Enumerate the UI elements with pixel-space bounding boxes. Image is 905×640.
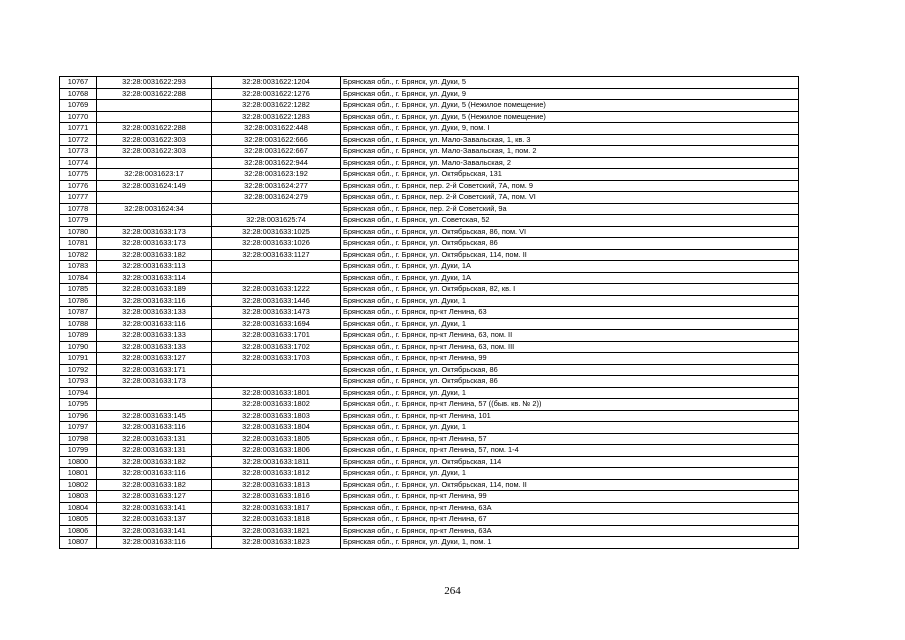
row-number-cell: 10780 <box>60 226 97 238</box>
address-cell: Брянская обл., г. Брянск, пр-кт Ленина, 57 <box>341 433 799 445</box>
address-cell: Брянская обл., г. Брянск, пр-кт Ленина, 63, пом. III <box>341 341 799 353</box>
object-cadastral-number-cell: 32:28:0031633:1812 <box>212 468 341 480</box>
land-plot-number-cell <box>97 387 212 399</box>
address-cell: Брянская обл., г. Брянск, ул. Дуки, 5 (Нежилое помещение) <box>341 100 799 112</box>
row-number-cell: 10773 <box>60 146 97 158</box>
land-plot-number-cell <box>97 215 212 227</box>
object-cadastral-number-cell: 32:28:0031633:1702 <box>212 341 341 353</box>
address-cell: Брянская обл., г. Брянск, ул. Дуки, 1 <box>341 318 799 330</box>
object-cadastral-number-cell: 32:28:0031633:1817 <box>212 502 341 514</box>
row-number-cell: 10802 <box>60 479 97 491</box>
object-cadastral-number-cell: 32:28:0031622:667 <box>212 146 341 158</box>
object-cadastral-number-cell: 32:28:0031633:1694 <box>212 318 341 330</box>
table-row <box>60 491 799 503</box>
table-row <box>60 215 799 227</box>
address-cell: Брянская обл., г. Брянск, пер. 2-й Советский, 7А, пом. 9 <box>341 180 799 192</box>
land-plot-number-cell: 32:28:0031633:116 <box>97 318 212 330</box>
address-cell: Брянская обл., г. Брянск, пер. 2-й Советский, 7А, пом. VI <box>341 192 799 204</box>
table-row <box>60 180 799 192</box>
row-number-cell: 10786 <box>60 295 97 307</box>
object-cadastral-number-cell: 32:28:0031633:1701 <box>212 330 341 342</box>
land-plot-number-cell: 32:28:0031633:145 <box>97 410 212 422</box>
object-cadastral-number-cell: 32:28:0031633:1821 <box>212 525 341 537</box>
table-row <box>60 284 799 296</box>
row-number-cell: 10794 <box>60 387 97 399</box>
address-cell: Брянская обл., г. Брянск, пр-кт Ленина, 57, пом. 1-4 <box>341 445 799 457</box>
land-plot-number-cell: 32:28:0031633:116 <box>97 422 212 434</box>
object-cadastral-number-cell: 32:28:0031624:277 <box>212 180 341 192</box>
row-number-cell: 10792 <box>60 364 97 376</box>
object-cadastral-number-cell: 32:28:0031622:448 <box>212 123 341 135</box>
land-plot-number-cell: 32:28:0031633:116 <box>97 468 212 480</box>
address-cell: Брянская обл., г. Брянск, пр-кт Ленина, 101 <box>341 410 799 422</box>
table-row <box>60 433 799 445</box>
table-row <box>60 261 799 273</box>
address-cell: Брянская обл., г. Брянск, ул. Мало-Завальская, 1, кв. 3 <box>341 134 799 146</box>
object-cadastral-number-cell: 32:28:0031633:1823 <box>212 537 341 549</box>
object-cadastral-number-cell <box>212 272 341 284</box>
address-cell: Брянская обл., г. Брянск, ул. Мало-Завальская, 2 <box>341 157 799 169</box>
table-row <box>60 468 799 480</box>
land-plot-number-cell: 32:28:0031633:131 <box>97 433 212 445</box>
address-cell: Брянская обл., г. Брянск, пр-кт Ленина, 63А <box>341 502 799 514</box>
land-plot-number-cell: 32:28:0031633:173 <box>97 238 212 250</box>
row-number-cell: 10781 <box>60 238 97 250</box>
row-number-cell: 10789 <box>60 330 97 342</box>
land-plot-number-cell: 32:28:0031633:137 <box>97 514 212 526</box>
row-number-cell: 10803 <box>60 491 97 503</box>
address-cell: Брянская обл., г. Брянск, пр-кт Ленина, 63А <box>341 525 799 537</box>
object-cadastral-number-cell: 32:28:0031633:1813 <box>212 479 341 491</box>
table-row <box>60 330 799 342</box>
land-plot-number-cell: 32:28:0031633:173 <box>97 376 212 388</box>
object-cadastral-number-cell: 32:28:0031633:1816 <box>212 491 341 503</box>
object-cadastral-number-cell: 32:28:0031633:1473 <box>212 307 341 319</box>
land-plot-number-cell: 32:28:0031633:141 <box>97 525 212 537</box>
address-cell: Брянская обл., г. Брянск, ул. Дуки, 1А <box>341 272 799 284</box>
object-cadastral-number-cell: 32:28:0031622:1282 <box>212 100 341 112</box>
land-plot-number-cell: 32:28:0031622:288 <box>97 123 212 135</box>
table-row <box>60 376 799 388</box>
address-cell: Брянская обл., г. Брянск, ул. Октябрьская, 86 <box>341 364 799 376</box>
address-cell: Брянская обл., г. Брянск, ул. Дуки, 1А <box>341 261 799 273</box>
row-number-cell: 10799 <box>60 445 97 457</box>
table-row <box>60 341 799 353</box>
table-row <box>60 399 799 411</box>
row-number-cell: 10788 <box>60 318 97 330</box>
table-row <box>60 445 799 457</box>
row-number-cell: 10775 <box>60 169 97 181</box>
address-cell: Брянская обл., г. Брянск, ул. Дуки, 1 <box>341 295 799 307</box>
row-number-cell: 10807 <box>60 537 97 549</box>
object-cadastral-number-cell: 32:28:0031633:1818 <box>212 514 341 526</box>
land-plot-number-cell: 32:28:0031633:114 <box>97 272 212 284</box>
land-plot-number-cell: 32:28:0031624:34 <box>97 203 212 215</box>
object-cadastral-number-cell: 32:28:0031633:1802 <box>212 399 341 411</box>
registry-table-body <box>60 77 799 549</box>
land-plot-number-cell: 32:28:0031633:133 <box>97 307 212 319</box>
table-row <box>60 249 799 261</box>
address-cell: Брянская обл., г. Брянск, ул. Октябрьская, 82, кв. I <box>341 284 799 296</box>
row-number-cell: 10804 <box>60 502 97 514</box>
row-number-cell: 10774 <box>60 157 97 169</box>
address-cell: Брянская обл., г. Брянск, ул. Октябрьская, 114 <box>341 456 799 468</box>
table-row <box>60 353 799 365</box>
land-plot-number-cell: 32:28:0031633:182 <box>97 456 212 468</box>
page-number: 264 <box>444 585 461 597</box>
row-number-cell: 10805 <box>60 514 97 526</box>
land-plot-number-cell <box>97 399 212 411</box>
row-number-cell: 10796 <box>60 410 97 422</box>
row-number-cell: 10770 <box>60 111 97 123</box>
row-number-cell: 10797 <box>60 422 97 434</box>
land-plot-number-cell: 32:28:0031623:17 <box>97 169 212 181</box>
row-number-cell: 10769 <box>60 100 97 112</box>
object-cadastral-number-cell <box>212 261 341 273</box>
row-number-cell: 10795 <box>60 399 97 411</box>
address-cell: Брянская обл., г. Брянск, ул. Дуки, 1 <box>341 422 799 434</box>
row-number-cell: 10778 <box>60 203 97 215</box>
object-cadastral-number-cell: 32:28:0031633:1806 <box>212 445 341 457</box>
address-cell: Брянская обл., г. Брянск, ул. Октябрьская, 86, пом. VI <box>341 226 799 238</box>
row-number-cell: 10777 <box>60 192 97 204</box>
object-cadastral-number-cell: 32:28:0031633:1811 <box>212 456 341 468</box>
table-row <box>60 410 799 422</box>
land-plot-number-cell: 32:28:0031622:288 <box>97 88 212 100</box>
row-number-cell: 10806 <box>60 525 97 537</box>
row-number-cell: 10772 <box>60 134 97 146</box>
address-cell: Брянская обл., г. Брянск, ул. Дуки, 1, пом. 1 <box>341 537 799 549</box>
address-cell: Брянская обл., г. Брянск, ул. Дуки, 5 (Нежилое помещение) <box>341 111 799 123</box>
table-row <box>60 272 799 284</box>
object-cadastral-number-cell: 32:28:0031633:1025 <box>212 226 341 238</box>
row-number-cell: 10782 <box>60 249 97 261</box>
row-number-cell: 10793 <box>60 376 97 388</box>
object-cadastral-number-cell: 32:28:0031622:1204 <box>212 77 341 89</box>
row-number-cell: 10768 <box>60 88 97 100</box>
table-row <box>60 456 799 468</box>
address-cell: Брянская обл., г. Брянск, пр-кт Ленина, 99 <box>341 491 799 503</box>
table-row <box>60 364 799 376</box>
table-row <box>60 422 799 434</box>
object-cadastral-number-cell: 32:28:0031622:1276 <box>212 88 341 100</box>
table-row <box>60 77 799 89</box>
land-plot-number-cell: 32:28:0031633:133 <box>97 330 212 342</box>
address-cell: Брянская обл., г. Брянск, пр-кт Ленина, 67 <box>341 514 799 526</box>
object-cadastral-number-cell: 32:28:0031622:944 <box>212 157 341 169</box>
object-cadastral-number-cell: 32:28:0031633:1801 <box>212 387 341 399</box>
object-cadastral-number-cell: 32:28:0031633:1026 <box>212 238 341 250</box>
table-row <box>60 157 799 169</box>
address-cell: Брянская обл., г. Брянск, ул. Октябрьская, 86 <box>341 238 799 250</box>
land-plot-number-cell: 32:28:0031633:127 <box>97 353 212 365</box>
address-cell: Брянская обл., г. Брянск, ул. Мало-Завальская, 1, пом. 2 <box>341 146 799 158</box>
address-cell: Брянская обл., г. Брянск, пр-кт Ленина, 99 <box>341 353 799 365</box>
address-cell: Брянская обл., г. Брянск, ул. Советская, 52 <box>341 215 799 227</box>
address-cell: Брянская обл., г. Брянск, ул. Октябрьская, 131 <box>341 169 799 181</box>
row-number-cell: 10785 <box>60 284 97 296</box>
table-row <box>60 537 799 549</box>
row-number-cell: 10784 <box>60 272 97 284</box>
address-cell: Брянская обл., г. Брянск, ул. Дуки, 9, пом. I <box>341 123 799 135</box>
object-cadastral-number-cell <box>212 364 341 376</box>
object-cadastral-number-cell: 32:28:0031625:74 <box>212 215 341 227</box>
address-cell: Брянская обл., г. Брянск, пр-кт Ленина, 57 ((быв. кв. № 2)) <box>341 399 799 411</box>
land-plot-number-cell <box>97 111 212 123</box>
table-row <box>60 146 799 158</box>
address-cell: Брянская обл., г. Брянск, пр-кт Ленина, 63 <box>341 307 799 319</box>
row-number-cell: 10801 <box>60 468 97 480</box>
row-number-cell: 10767 <box>60 77 97 89</box>
table-row <box>60 479 799 491</box>
table-row <box>60 318 799 330</box>
object-cadastral-number-cell: 32:28:0031633:1127 <box>212 249 341 261</box>
table-row <box>60 295 799 307</box>
row-number-cell: 10776 <box>60 180 97 192</box>
object-cadastral-number-cell: 32:28:0031622:666 <box>212 134 341 146</box>
row-number-cell: 10779 <box>60 215 97 227</box>
land-plot-number-cell <box>97 100 212 112</box>
land-plot-number-cell <box>97 192 212 204</box>
table-row <box>60 111 799 123</box>
land-plot-number-cell: 32:28:0031633:116 <box>97 537 212 549</box>
land-plot-number-cell: 32:28:0031633:127 <box>97 491 212 503</box>
table-row <box>60 100 799 112</box>
land-plot-number-cell: 32:28:0031633:182 <box>97 479 212 491</box>
land-plot-number-cell: 32:28:0031633:189 <box>97 284 212 296</box>
address-cell: Брянская обл., г. Брянск, ул. Дуки, 1 <box>341 468 799 480</box>
table-row <box>60 203 799 215</box>
land-plot-number-cell: 32:28:0031633:133 <box>97 341 212 353</box>
object-cadastral-number-cell: 32:28:0031623:192 <box>212 169 341 181</box>
object-cadastral-number-cell: 32:28:0031622:1283 <box>212 111 341 123</box>
registry-table <box>59 76 799 549</box>
land-plot-number-cell: 32:28:0031633:173 <box>97 226 212 238</box>
land-plot-number-cell: 32:28:0031633:116 <box>97 295 212 307</box>
land-plot-number-cell: 32:28:0031622:303 <box>97 146 212 158</box>
object-cadastral-number-cell: 32:28:0031633:1805 <box>212 433 341 445</box>
land-plot-number-cell: 32:28:0031622:293 <box>97 77 212 89</box>
land-plot-number-cell: 32:28:0031633:131 <box>97 445 212 457</box>
address-cell: Брянская обл., г. Брянск, пер. 2-й Советский, 9а <box>341 203 799 215</box>
table-row <box>60 169 799 181</box>
table-row <box>60 88 799 100</box>
row-number-cell: 10800 <box>60 456 97 468</box>
object-cadastral-number-cell: 32:28:0031633:1703 <box>212 353 341 365</box>
address-cell: Брянская обл., г. Брянск, ул. Октябрьская, 86 <box>341 376 799 388</box>
address-cell: Брянская обл., г. Брянск, ул. Дуки, 5 <box>341 77 799 89</box>
object-cadastral-number-cell <box>212 376 341 388</box>
object-cadastral-number-cell: 32:28:0031633:1446 <box>212 295 341 307</box>
table-row <box>60 387 799 399</box>
land-plot-number-cell: 32:28:0031633:141 <box>97 502 212 514</box>
object-cadastral-number-cell: 32:28:0031633:1803 <box>212 410 341 422</box>
land-plot-number-cell: 32:28:0031633:113 <box>97 261 212 273</box>
table-row <box>60 525 799 537</box>
object-cadastral-number-cell: 32:28:0031633:1804 <box>212 422 341 434</box>
address-cell: Брянская обл., г. Брянск, ул. Дуки, 1 <box>341 387 799 399</box>
row-number-cell: 10791 <box>60 353 97 365</box>
table-row <box>60 134 799 146</box>
table-row <box>60 123 799 135</box>
address-cell: Брянская обл., г. Брянск, пр-кт Ленина, 63, пом. II <box>341 330 799 342</box>
land-plot-number-cell: 32:28:0031624:149 <box>97 180 212 192</box>
row-number-cell: 10798 <box>60 433 97 445</box>
row-number-cell: 10771 <box>60 123 97 135</box>
address-cell: Брянская обл., г. Брянск, ул. Октябрьская, 114, пом. II <box>341 249 799 261</box>
table-row <box>60 502 799 514</box>
row-number-cell: 10790 <box>60 341 97 353</box>
address-cell: Брянская обл., г. Брянск, ул. Октябрьская, 114, пом. II <box>341 479 799 491</box>
object-cadastral-number-cell: 32:28:0031624:279 <box>212 192 341 204</box>
table-row <box>60 238 799 250</box>
table-row <box>60 307 799 319</box>
address-cell: Брянская обл., г. Брянск, ул. Дуки, 9 <box>341 88 799 100</box>
object-cadastral-number-cell <box>212 203 341 215</box>
row-number-cell: 10783 <box>60 261 97 273</box>
object-cadastral-number-cell: 32:28:0031633:1222 <box>212 284 341 296</box>
table-row <box>60 192 799 204</box>
land-plot-number-cell: 32:28:0031633:182 <box>97 249 212 261</box>
row-number-cell: 10787 <box>60 307 97 319</box>
table-row <box>60 226 799 238</box>
land-plot-number-cell: 32:28:0031622:303 <box>97 134 212 146</box>
land-plot-number-cell: 32:28:0031633:171 <box>97 364 212 376</box>
land-plot-number-cell <box>97 157 212 169</box>
table-row <box>60 514 799 526</box>
